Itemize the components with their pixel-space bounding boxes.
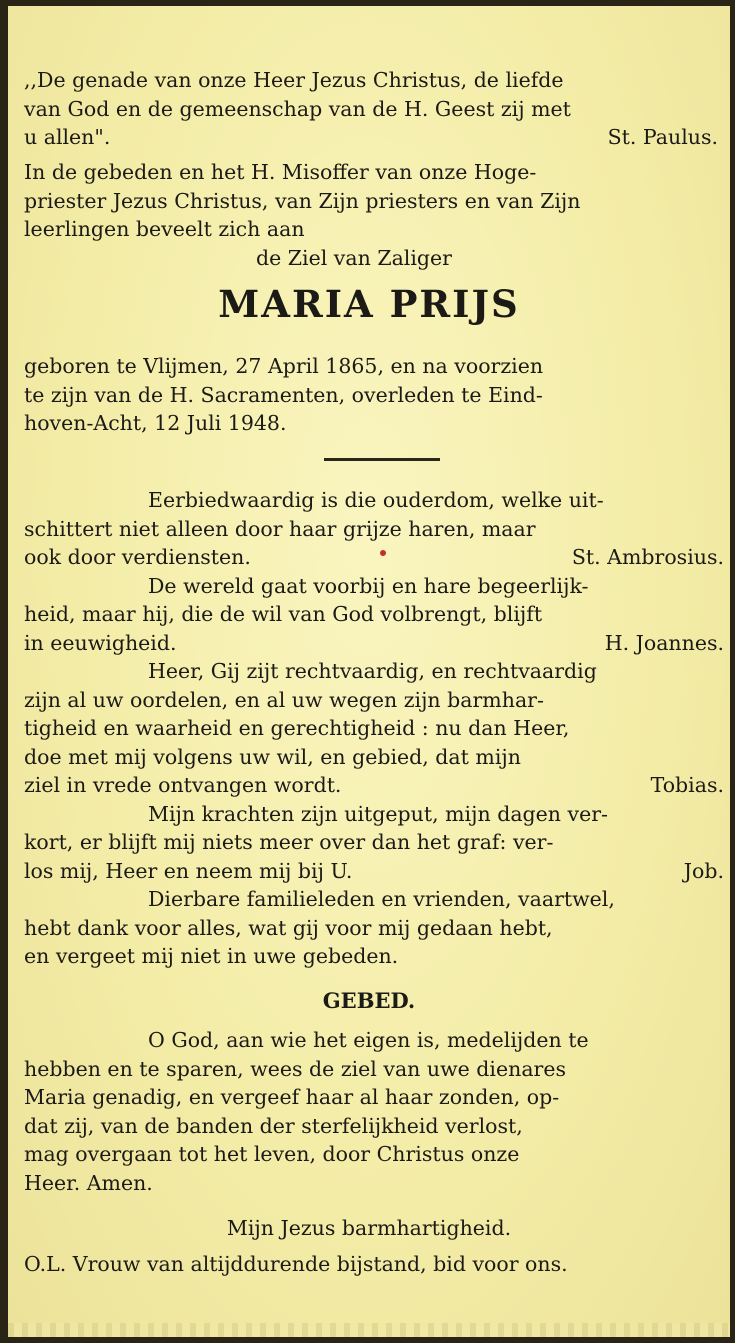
text-line: en vergeet mij niet in uwe gebeden. (24, 944, 399, 968)
card-edge (8, 1323, 730, 1337)
memorial-card (8, 6, 730, 1337)
subtitle: de Ziel van Zaliger (256, 245, 452, 270)
attribution: St. Paulus. (607, 125, 718, 149)
text-line: te zijn van de H. Sacramenten, overleden te Eind- (24, 382, 543, 407)
prayer (24, 1026, 724, 1197)
text-line: Heer. Amen. (24, 1170, 153, 1195)
text-line: ziel in vrede ontvangen wordt. Tobias. (24, 771, 724, 800)
text-line: zijn al uw oordelen, en al uw wegen zijn barmhar- (24, 687, 544, 712)
text-line: tigheid en waarheid en gerechtigheid : nu dan Heer, (24, 716, 570, 740)
text-line: dat zij, van de banden der sterfelijkheid verlost, (24, 1113, 523, 1138)
quote-paulus (24, 66, 724, 152)
text-line: los mij, Heer en neem mij bij U. Job. (24, 857, 724, 886)
closing-line-2: O.L. Vrouw van altijddurende bijstand, bid voor ons. (24, 1252, 568, 1276)
text-line: ook door verdiensten. St. Ambrosius. (24, 543, 724, 572)
attribution: St. Ambrosius. (571, 545, 724, 569)
text-line: heid, maar hij, die de wil van God volbrengt, blijft (24, 602, 543, 626)
attribution: Tobias. (650, 773, 724, 797)
text-line: hebt dank voor alles, wat gij voor mij gedaan hebt, (24, 915, 553, 940)
attribution: Job. (683, 858, 724, 883)
text-line: In de gebeden en het H. Misoffer van onze Hoge- (24, 160, 537, 184)
text-line: hoven-Acht, 12 Juli 1948. (24, 411, 287, 435)
text-line: doe met mij volgens uw wil, en gebied, dat mijn (24, 744, 521, 769)
text-line: van God en de gemeenschap van de H. Geest zij met (24, 96, 571, 121)
text-line: priester Jezus Christus, van Zijn priesters en van Zijn (24, 188, 581, 213)
divider (324, 458, 440, 461)
attribution: H. Joannes. (604, 630, 724, 655)
text-line: geboren te Vlijmen, 27 April 1865, en na voorzien (24, 354, 544, 378)
verses (24, 486, 724, 971)
text-line: De wereld gaat voorbij en hare begeerlijk- (148, 573, 589, 598)
text-line: leerlingen beveelt zich aan (24, 217, 305, 241)
closing (24, 1250, 724, 1279)
biography (24, 352, 724, 438)
deceased-name: MARIA PRIJS (218, 282, 520, 326)
text-line: Eerbiedwaardig is die ouderdom, welke uit- (148, 488, 604, 512)
text-line: O God, aan wie het eigen is, medelijden te (148, 1028, 589, 1052)
text-line: Maria genadig, en vergeef haar al haar zonden, op- (24, 1085, 560, 1109)
prayer-heading: GEBED. (322, 988, 416, 1013)
ink-spot (380, 550, 386, 556)
text-line: schittert niet alleen door haar grijze haren, maar (24, 516, 536, 541)
text-line: Dierbare familieleden en vrienden, vaartwel, (148, 887, 615, 911)
text-line: mag overgaan tot het leven, door Christus onze (24, 1142, 520, 1166)
text-line: Heer, Gij zijt rechtvaardig, en rechtvaardig (148, 659, 597, 683)
text-line: kort, er blijft mij niets meer over dan het graf: ver- (24, 830, 554, 854)
text-line: hebben en te sparen, wees de ziel van uwe dienares (24, 1056, 566, 1081)
text-line: in eeuwigheid. H. Joannes. (24, 629, 724, 658)
text-line: u allen". St. Paulus. (24, 123, 724, 152)
intro (24, 158, 724, 272)
closing-line-1: Mijn Jezus barmhartigheid. (226, 1216, 512, 1240)
text-line: Mijn krachten zijn uitgeput, mijn dagen ver- (148, 801, 608, 826)
text-line: ,,De genade van onze Heer Jezus Christus, de liefde (24, 68, 564, 92)
